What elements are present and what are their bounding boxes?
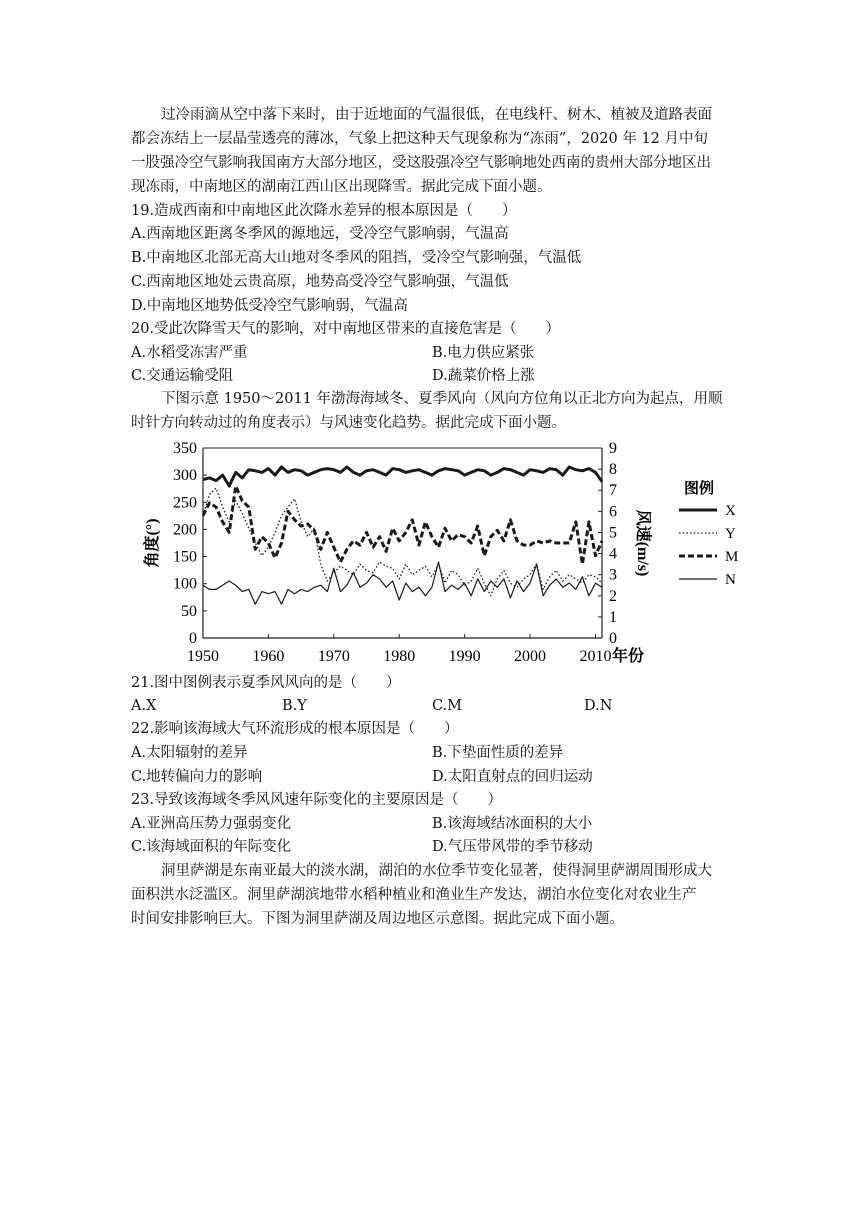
- question-22-stem: 22.影响该海域大气环流形成的根本原因是（ ）: [131, 721, 459, 737]
- y-right-tick-label: 0: [609, 630, 617, 647]
- x-tick-label: 2000: [514, 648, 547, 665]
- question-19-option-d[interactable]: D.中南地区地势低受冷空气影响弱，气温高: [131, 298, 408, 314]
- y-left-tick-label: 350: [173, 440, 197, 457]
- passage-1: [131, 103, 731, 199]
- passage-1-line: 一股强冷空气影响我国南方大部分地区，受这股强冷空气影响地处西南的贵州大部分地区出: [131, 155, 711, 171]
- wind-chart: [131, 433, 741, 673]
- y-right-tick-label: 6: [609, 503, 617, 521]
- legend-label-m: M: [725, 549, 739, 565]
- passage-1-line: 都会冻结上一层晶莹透亮的薄冰，气象上把这种天气现象称为“冻雨”，2020 年 12 月中旬: [131, 131, 709, 147]
- question-20-option-a[interactable]: A.水稻受冻害严重: [131, 345, 248, 361]
- y-right-axis-label: 风速(m/s): [634, 509, 651, 577]
- passage-1-line: 过冷雨滴从空中落下来时，由于近地面的气温很低，在电线杆、树木、植被及道路表面: [161, 107, 712, 123]
- x-tick-label: 1950: [187, 648, 219, 665]
- question-19-stem: 19.造成西南和中南地区此次降水差异的根本原因是（ ）: [131, 203, 517, 219]
- question-19-option-c[interactable]: C.西南地区地处云贵高原，地势高受冷空气影响强，气温低: [131, 274, 509, 290]
- series-line-x: [203, 467, 602, 486]
- y-left-tick-label: 300: [173, 467, 197, 485]
- passage-2: [131, 387, 731, 435]
- y-left-tick-label: 250: [173, 494, 197, 512]
- passage-3-line: 洞里萨湖是东南亚最大的淡水湖，湖泊的水位季节变化显著，使得洞里萨湖周围形成大: [161, 863, 712, 879]
- question-21-stem: 21.图中图例表示夏季风风向的是（ ）: [131, 675, 401, 691]
- y-left-tick-label: 0: [189, 630, 197, 647]
- passage-2-line: 时针方向转动过的角度表示）与风速变化趋势。据此完成下面小题。: [131, 415, 566, 431]
- question-23-option-c[interactable]: C.该海域面积的年际变化: [131, 839, 292, 855]
- y-right-tick-label: 4: [609, 545, 617, 563]
- y-right-tick-label: 5: [609, 524, 617, 542]
- question-22-option-d[interactable]: D.太阳直射点的回归运动: [432, 769, 593, 785]
- y-right-tick-label: 8: [609, 461, 617, 479]
- passage-3: [131, 859, 731, 931]
- question-22-option-b[interactable]: B.下垫面性质的差异: [432, 745, 564, 761]
- y-right-tick-label: 2: [609, 587, 617, 605]
- series-line-n: [203, 562, 602, 604]
- x-tick-label: 1980: [383, 648, 416, 665]
- y-left-tick-label: 200: [173, 521, 197, 539]
- legend-title: 图例: [683, 481, 715, 497]
- x-axis-label: 年份: [612, 648, 645, 665]
- passage-1-line: 现冻雨，中南地区的湖南江西山区出现降雪。据此完成下面小题。: [131, 179, 552, 195]
- y-right-tick-label: 1: [609, 608, 617, 626]
- y-left-axis-label: 角度(°): [144, 518, 161, 568]
- x-tick-label: 1970: [317, 648, 350, 665]
- x-tick-label: 1990: [448, 648, 481, 665]
- series-line-m: [203, 486, 602, 564]
- x-tick-label: 1960: [252, 648, 285, 665]
- y-right-tick-label: 3: [609, 566, 617, 584]
- question-23-option-b[interactable]: B.该海域结冰面积的大小: [432, 816, 593, 832]
- question-23-stem: 23.导致该海域冬季风风速年际变化的主要原因是（ ）: [131, 792, 503, 808]
- question-22-option-a[interactable]: A.太阳辐射的差异: [131, 745, 248, 761]
- question-22-option-c[interactable]: C.地转偏向力的影响: [131, 769, 263, 785]
- passage-3-line: 面积洪水泛滥区。洞里萨湖滨地带水稻种植业和渔业生产发达，湖泊水位变化对农业生产: [131, 887, 697, 903]
- legend-label-n: N: [725, 572, 736, 588]
- question-20-option-d[interactable]: D.蔬菜价格上涨: [432, 368, 535, 384]
- chart-series-layer: [203, 467, 602, 604]
- question-20-stem: 20.受此次降雪天气的影响，对中南地区带来的直接危害是（ ）: [131, 321, 561, 337]
- question-19-option-a[interactable]: A.西南地区距离冬季风的源地远，受冷空气影响弱，气温高: [131, 226, 509, 242]
- passage-3-line: 时间安排影响巨大。下图为洞里萨湖及周边地区示意图。据此完成下面小题。: [131, 911, 624, 927]
- y-right-tick-label: 9: [609, 440, 617, 457]
- question-23-option-a[interactable]: A.亚洲高压势力强弱变化: [131, 816, 292, 832]
- passage-2-line: 下图示意 1950～2011 年渤海海域冬、夏季风向（风向方位角以正北方向为起点，用顺: [161, 391, 723, 407]
- question-20-option-b[interactable]: B.电力供应紧张: [432, 345, 535, 361]
- question-21-option-d[interactable]: D.N: [584, 698, 613, 714]
- y-left-tick-label: 100: [173, 575, 197, 593]
- question-21-option-a[interactable]: A.X: [131, 698, 157, 714]
- x-tick-label: 2010: [579, 648, 612, 665]
- question-20-option-c[interactable]: C.交通运输受阻: [131, 368, 234, 384]
- y-left-tick-label: 150: [173, 548, 197, 566]
- chart-legend: [679, 479, 738, 588]
- y-right-tick-label: 7: [609, 482, 617, 500]
- question-19-option-b[interactable]: B.中南地区北部无高大山地对冬季风的阻挡，受冷空气影响强，气温低: [131, 250, 582, 266]
- legend-label-x: X: [725, 503, 736, 519]
- chart-axes: [142, 440, 653, 665]
- legend-label-y: Y: [725, 526, 736, 542]
- question-23-option-d[interactable]: D.气压带风带的季节移动: [432, 839, 593, 855]
- question-21-option-c[interactable]: C.M: [432, 698, 463, 714]
- y-left-tick-label: 50: [181, 602, 197, 620]
- question-21-option-b[interactable]: B.Y: [282, 698, 307, 714]
